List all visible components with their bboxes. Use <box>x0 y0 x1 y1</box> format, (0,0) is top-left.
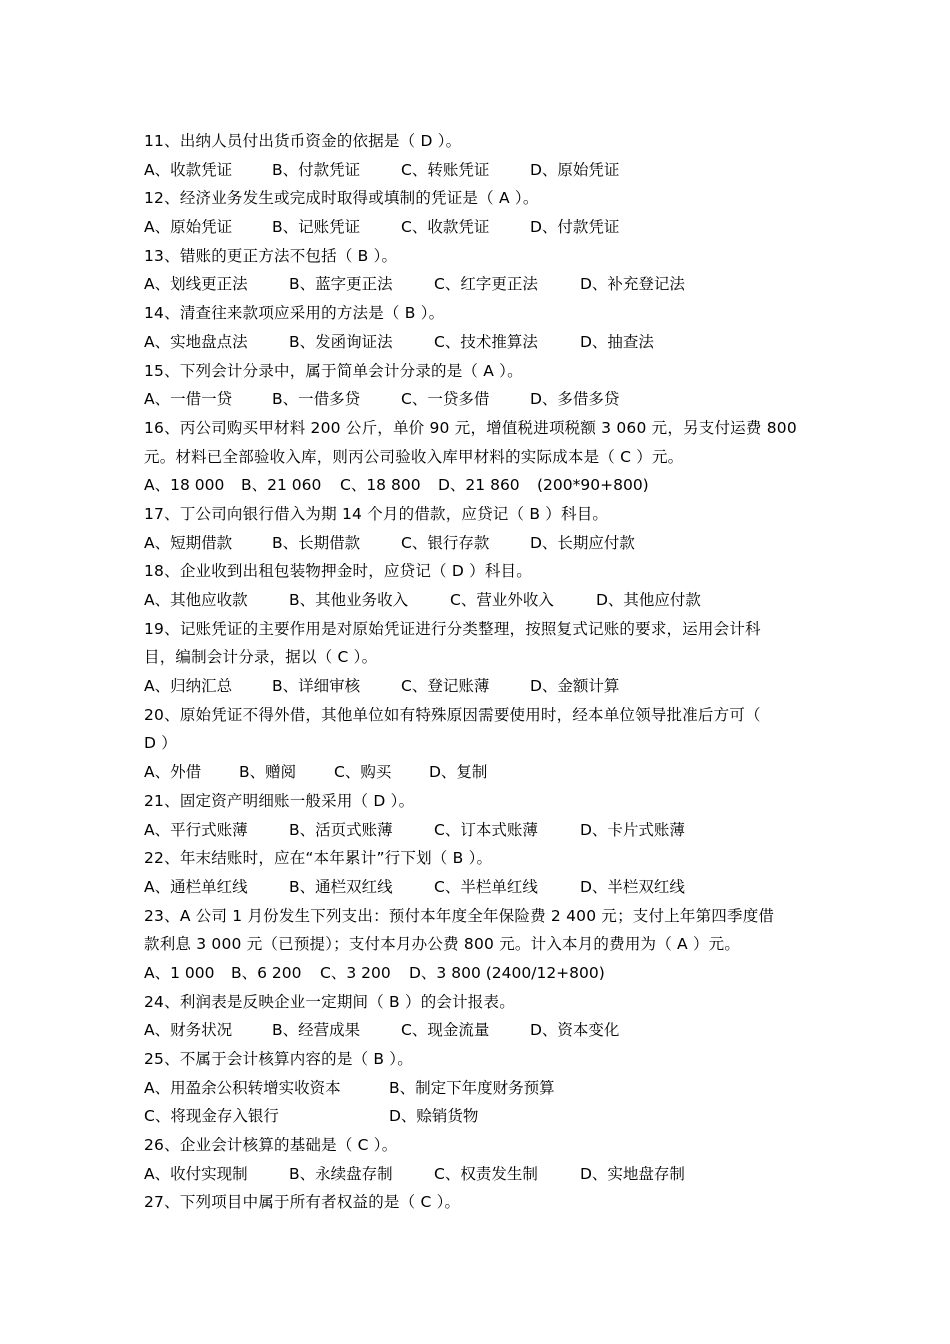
option-row <box>144 156 824 185</box>
option-c: C、半栏单红线 <box>434 877 538 896</box>
option-a: A、归纳汇总 <box>144 677 233 696</box>
question-stem: 18、企业收到出租包装物押金时，应贷记（ D ）科目。 <box>144 562 532 581</box>
question-stem: 26、企业会计核算的基础是（ C ）。 <box>144 1136 398 1155</box>
option-c: C、18 800 <box>340 476 421 495</box>
option-row <box>144 816 824 845</box>
option-row <box>144 1016 824 1045</box>
question-stem: 21、固定资产明细账一般采用（ D ）。 <box>144 791 415 810</box>
option-d: D、长期应付款 <box>530 533 635 552</box>
option-c: C、现金流量 <box>401 1021 490 1040</box>
question-stem: 24、利润表是反映企业一定期间（ B ）的会计报表。 <box>144 992 515 1011</box>
option-c: C、将现金存入银行 <box>144 1107 279 1126</box>
option-row <box>144 1102 824 1131</box>
option-d: D、多借多贷 <box>530 390 620 409</box>
question-stem: 13、错账的更正方法不包括（ B ）。 <box>144 246 398 265</box>
option-c: C、转账凭证 <box>401 160 490 179</box>
option-d: D、资本变化 <box>530 1021 620 1040</box>
answer-calculation: (200*90+800) <box>537 476 649 495</box>
option-c: C、购买 <box>334 763 392 782</box>
question-stem-continued: D ） <box>144 734 177 753</box>
option-row <box>144 873 824 902</box>
question-stem: 25、不属于会计核算内容的是（ B ）。 <box>144 1050 413 1068</box>
option-a: A、外借 <box>144 763 202 782</box>
question-stem: 12、经济业务发生或完成时取得或填制的凭证是（ A ）。 <box>144 189 539 208</box>
option-b: B、21 060 <box>241 476 322 495</box>
option-a: A、平行式账薄 <box>144 820 248 839</box>
option-row <box>144 586 824 615</box>
option-c: C、3 200 <box>320 963 391 982</box>
option-c: C、营业外收入 <box>450 591 554 609</box>
option-c: C、权责发生制 <box>434 1164 538 1183</box>
option-d: D、21 860 <box>438 476 520 495</box>
option-b: B、付款凭证 <box>272 160 361 179</box>
option-d: D、实地盘存制 <box>580 1164 685 1183</box>
question-stem: 14、清查往来款项应采用的方法是（ B ）。 <box>144 304 445 323</box>
option-a: A、财务状况 <box>144 1021 233 1040</box>
option-a: A、收款凭证 <box>144 160 233 179</box>
question-stem-continued: 款利息 3 000 元（已预提）；支付本月办公费 800 元。计入本月的费用为（ A ）元。 <box>144 935 741 954</box>
option-b: B、活页式账薄 <box>289 820 393 839</box>
question-list <box>144 127 824 1217</box>
option-d: D、卡片式账薄 <box>580 820 685 839</box>
option-a: A、其他应收款 <box>144 591 248 609</box>
option-d: D、金额计算 <box>530 677 620 696</box>
option-row <box>144 213 824 242</box>
option-row <box>144 471 824 500</box>
question-stem: 23、A 公司 1 月份发生下列支出：预付本年度全年保险费 2 400 元；支付上年第四季度借 <box>144 906 775 925</box>
question-stem: 27、下列项目中属于所有者权益的是（ C ）。 <box>144 1193 461 1212</box>
option-row <box>144 1074 824 1103</box>
option-c: C、收款凭证 <box>401 218 490 237</box>
question-stem: 15、下列会计分录中，属于简单会计分录的是（ A ）。 <box>144 361 523 380</box>
option-d: D、付款凭证 <box>530 218 620 237</box>
option-b: B、经营成果 <box>272 1021 361 1040</box>
option-row <box>144 758 824 787</box>
question-stem: 20、原始凭证不得外借，其他单位如有特殊原因需要使用时，经本单位领导批准后方可（ <box>144 705 761 724</box>
option-d: D、原始凭证 <box>530 160 620 179</box>
option-row <box>144 959 824 988</box>
option-b: B、发函询证法 <box>289 332 393 351</box>
option-b: B、永续盘存制 <box>289 1164 393 1183</box>
option-d: D、其他应付款 <box>596 591 701 609</box>
option-a: A、1 000 <box>144 963 215 982</box>
question-stem: 22、年末结账时，应在“本年累计”行下划（ B ）。 <box>144 849 493 868</box>
option-c: C、登记账薄 <box>401 677 490 696</box>
option-a: A、一借一贷 <box>144 390 233 409</box>
option-d: D、补充登记法 <box>580 275 685 294</box>
option-a: A、18 000 <box>144 476 225 495</box>
option-b: B、6 200 <box>231 963 302 982</box>
option-b: B、赠阅 <box>239 763 297 782</box>
option-b: B、长期借款 <box>272 533 361 552</box>
option-c: C、一贷多借 <box>401 390 490 409</box>
option-row <box>144 1160 824 1189</box>
option-b: B、制定下年度财务预算 <box>389 1078 555 1097</box>
option-d: D、抽查法 <box>580 332 654 351</box>
option-d: D、3 800 (2400/12+800) <box>409 963 605 982</box>
option-c: C、订本式账薄 <box>434 820 538 839</box>
option-b: B、详细审核 <box>272 677 361 696</box>
option-row <box>144 270 824 299</box>
option-row <box>144 672 824 701</box>
option-b: B、其他业务收入 <box>289 591 409 609</box>
question-stem-continued: 目，编制会计分录，据以（ C ）。 <box>144 648 378 667</box>
option-a: A、通栏单红线 <box>144 877 248 896</box>
option-row <box>144 529 824 558</box>
option-b: B、记账凭证 <box>272 218 361 237</box>
option-b: B、蓝字更正法 <box>289 275 393 294</box>
option-d: D、复制 <box>429 763 488 782</box>
option-row <box>144 328 824 357</box>
option-c: C、红字更正法 <box>434 275 538 294</box>
option-a: A、收付实现制 <box>144 1164 248 1183</box>
option-row <box>144 385 824 414</box>
option-c: C、技术推算法 <box>434 332 538 351</box>
option-a: A、实地盘点法 <box>144 332 248 351</box>
option-a: A、短期借款 <box>144 533 233 552</box>
option-b: B、通栏双红线 <box>289 877 393 896</box>
option-b: B、一借多贷 <box>272 390 361 409</box>
question-stem: 11、出纳人员付出货币资金的依据是（ D ）。 <box>144 132 462 150</box>
option-d: D、半栏双红线 <box>580 877 685 896</box>
question-stem: 16、丙公司购买甲材料 200 公斤，单价 90 元，增值税进项税额 3 060 元，另支付运费 800 <box>144 418 797 437</box>
option-d: D、赊销货物 <box>389 1107 479 1126</box>
option-a: A、划线更正法 <box>144 275 248 294</box>
option-a: A、用盈余公积转增实收资本 <box>144 1078 341 1097</box>
question-stem: 17、丁公司向银行借入为期 14 个月的借款，应贷记（ B ）科目。 <box>144 504 609 523</box>
option-c: C、银行存款 <box>401 533 490 552</box>
option-a: A、原始凭证 <box>144 218 233 237</box>
question-stem-continued: 元。材料已全部验收入库，则丙公司验收入库甲材料的实际成本是（ C ）元。 <box>144 447 684 466</box>
question-stem: 19、记账凭证的主要作用是对原始凭证进行分类整理，按照复式记账的要求，运用会计科 <box>144 619 761 638</box>
